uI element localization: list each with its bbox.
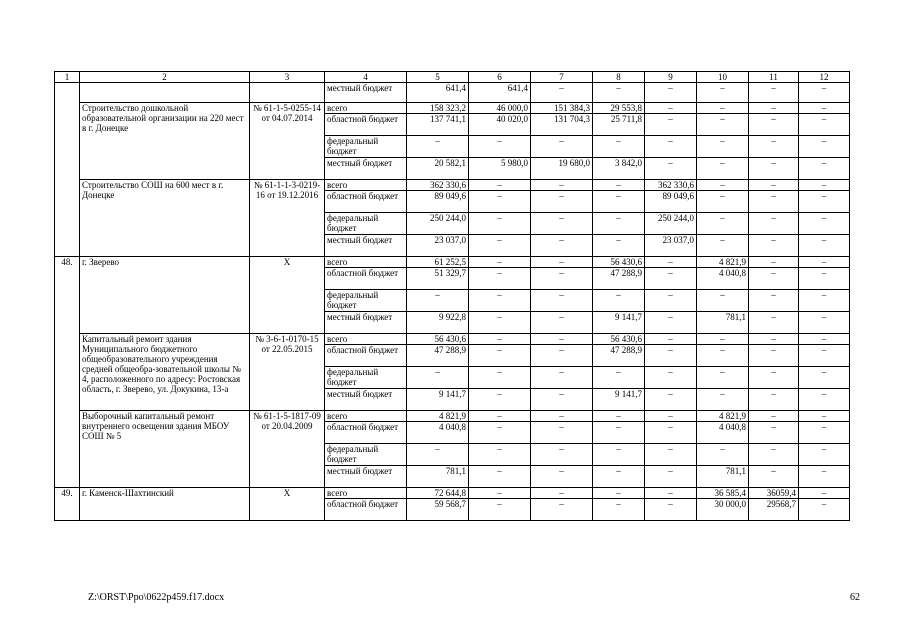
value-cell: – <box>799 213 850 235</box>
object-name-cell: Строительство СОШ на 600 мест в г. Донецке <box>80 180 250 257</box>
value-cell: – <box>697 136 749 158</box>
table-row <box>55 257 850 268</box>
value-cell: 4 821,9 <box>697 257 749 268</box>
value-cell: – <box>531 290 593 312</box>
value-cell: 781,1 <box>697 312 749 334</box>
value-cell: – <box>749 444 799 466</box>
header-cell: 6 <box>469 72 531 83</box>
value-cell: – <box>749 268 799 290</box>
value-cell: – <box>799 499 850 521</box>
value-cell: – <box>697 389 749 411</box>
value-cell: – <box>799 158 850 180</box>
value-cell: 56 430,6 <box>407 334 469 345</box>
value-cell: – <box>799 389 850 411</box>
header-cell: 7 <box>531 72 593 83</box>
value-cell: – <box>469 389 531 411</box>
row-number-cell <box>55 83 80 257</box>
value-cell: – <box>593 180 645 191</box>
value-cell: – <box>531 466 593 488</box>
value-cell: – <box>407 290 469 312</box>
value-cell: – <box>645 136 697 158</box>
table-row <box>55 411 850 422</box>
value-cell: – <box>531 257 593 268</box>
funding-source-cell: областной бюджет <box>325 114 407 136</box>
value-cell: – <box>593 422 645 444</box>
value-cell: 29568,7 <box>749 499 799 521</box>
value-cell: – <box>531 213 593 235</box>
value-cell: – <box>593 367 645 389</box>
header-cell: 2 <box>80 72 250 83</box>
footer-file-path: Z:\ORST\Ppo\0622p459.f17.docx <box>88 592 225 603</box>
object-name-cell <box>80 83 250 103</box>
value-cell: 36 585,4 <box>697 488 749 499</box>
document-cell: № 3-6-1-0170-15 от 22.05.2015 <box>250 334 325 411</box>
header-cell: 4 <box>325 72 407 83</box>
value-cell: 641,4 <box>407 83 469 103</box>
value-cell: – <box>469 257 531 268</box>
value-cell: – <box>407 367 469 389</box>
value-cell: 47 288,9 <box>593 268 645 290</box>
value-cell: – <box>749 422 799 444</box>
value-cell: – <box>749 158 799 180</box>
value-cell: – <box>799 345 850 367</box>
value-cell: – <box>645 103 697 114</box>
value-cell: 9 141,7 <box>593 389 645 411</box>
budget-table <box>54 71 850 521</box>
value-cell: 4 040,8 <box>407 422 469 444</box>
value-cell: – <box>469 411 531 422</box>
value-cell: – <box>645 499 697 521</box>
value-cell: – <box>697 367 749 389</box>
value-cell: – <box>469 444 531 466</box>
value-cell: 23 037,0 <box>645 235 697 257</box>
value-cell: – <box>593 499 645 521</box>
value-cell: – <box>749 312 799 334</box>
value-cell: – <box>799 312 850 334</box>
value-cell: – <box>645 345 697 367</box>
document-cell: Х <box>250 257 325 334</box>
value-cell: – <box>531 345 593 367</box>
value-cell: 30 000,0 <box>697 499 749 521</box>
value-cell: 89 049,6 <box>645 191 697 213</box>
value-cell: 4 821,9 <box>697 411 749 422</box>
funding-source-cell: местный бюджет <box>325 312 407 334</box>
value-cell: – <box>749 367 799 389</box>
value-cell: 641,4 <box>469 83 531 103</box>
value-cell: 5 980,0 <box>469 158 531 180</box>
value-cell: – <box>749 345 799 367</box>
value-cell: – <box>799 180 850 191</box>
value-cell: – <box>799 422 850 444</box>
funding-source-cell: местный бюджет <box>325 83 407 103</box>
value-cell: 781,1 <box>407 466 469 488</box>
value-cell: 40 020,0 <box>469 114 531 136</box>
value-cell: – <box>697 444 749 466</box>
value-cell: – <box>799 367 850 389</box>
value-cell: – <box>697 180 749 191</box>
value-cell: – <box>531 411 593 422</box>
header-cell: 11 <box>749 72 799 83</box>
document-cell: № 61-1-5-1817-09 от 20.04.2009 <box>250 411 325 488</box>
value-cell: 29 553,8 <box>593 103 645 114</box>
value-cell: – <box>749 180 799 191</box>
value-cell: – <box>799 268 850 290</box>
value-cell: – <box>469 312 531 334</box>
value-cell: 56 430,6 <box>593 257 645 268</box>
value-cell: 36059,4 <box>749 488 799 499</box>
value-cell: – <box>749 83 799 103</box>
document-cell: № 61-1-1-3-0219-16 от 19.12.2016 <box>250 180 325 257</box>
value-cell: – <box>531 136 593 158</box>
value-cell: – <box>645 290 697 312</box>
funding-source-cell: всего <box>325 334 407 345</box>
value-cell: – <box>749 191 799 213</box>
value-cell: 3 842,0 <box>593 158 645 180</box>
value-cell: – <box>697 213 749 235</box>
value-cell: 46 000,0 <box>469 103 531 114</box>
value-cell: – <box>697 83 749 103</box>
table-row <box>55 488 850 499</box>
value-cell: – <box>531 389 593 411</box>
value-cell: – <box>749 290 799 312</box>
header-cell: 8 <box>593 72 645 83</box>
value-cell: – <box>469 488 531 499</box>
value-cell: – <box>469 290 531 312</box>
value-cell: 4 821,9 <box>407 411 469 422</box>
value-cell: – <box>799 466 850 488</box>
value-cell: 51 329,7 <box>407 268 469 290</box>
value-cell: 250 244,0 <box>407 213 469 235</box>
funding-source-cell: всего <box>325 488 407 499</box>
value-cell: – <box>645 422 697 444</box>
value-cell: – <box>469 345 531 367</box>
value-cell: – <box>645 411 697 422</box>
value-cell: – <box>799 191 850 213</box>
value-cell: 4 040,8 <box>697 268 749 290</box>
value-cell: – <box>531 191 593 213</box>
value-cell: – <box>593 213 645 235</box>
value-cell: – <box>645 466 697 488</box>
value-cell: 89 049,6 <box>407 191 469 213</box>
value-cell: – <box>645 389 697 411</box>
value-cell: 47 288,9 <box>593 345 645 367</box>
value-cell: – <box>469 367 531 389</box>
document-cell <box>250 83 325 103</box>
header-row <box>55 72 850 83</box>
value-cell: – <box>469 213 531 235</box>
value-cell: – <box>645 268 697 290</box>
header-cell: 1 <box>55 72 80 83</box>
value-cell: – <box>469 422 531 444</box>
value-cell: – <box>593 466 645 488</box>
value-cell: 47 288,9 <box>407 345 469 367</box>
value-cell: – <box>799 488 850 499</box>
value-cell: – <box>697 103 749 114</box>
value-cell: – <box>799 334 850 345</box>
value-cell: – <box>799 411 850 422</box>
value-cell: – <box>697 191 749 213</box>
value-cell: – <box>749 411 799 422</box>
table-row <box>55 103 850 114</box>
funding-source-cell: местный бюджет <box>325 158 407 180</box>
header-cell: 9 <box>645 72 697 83</box>
value-cell: 9 141,7 <box>593 312 645 334</box>
funding-source-cell: всего <box>325 180 407 191</box>
value-cell: – <box>749 334 799 345</box>
value-cell: – <box>593 191 645 213</box>
value-cell: 781,1 <box>697 466 749 488</box>
funding-source-cell: областной бюджет <box>325 499 407 521</box>
value-cell: – <box>645 257 697 268</box>
value-cell: – <box>531 312 593 334</box>
value-cell: – <box>799 103 850 114</box>
value-cell: – <box>799 235 850 257</box>
value-cell: 59 568,7 <box>407 499 469 521</box>
value-cell: – <box>645 158 697 180</box>
value-cell: – <box>593 83 645 103</box>
value-cell: 9 922,8 <box>407 312 469 334</box>
funding-source-cell: областной бюджет <box>325 268 407 290</box>
value-cell: – <box>593 444 645 466</box>
value-cell: – <box>593 235 645 257</box>
funding-source-cell: областной бюджет <box>325 345 407 367</box>
funding-source-cell: федеральный бюджет <box>325 444 407 466</box>
value-cell: – <box>593 488 645 499</box>
value-cell: – <box>799 257 850 268</box>
object-name-cell: Выборочный капитальный ремонт внутреннего освещения здания МБОУ СОШ № 5 <box>80 411 250 488</box>
funding-source-cell: всего <box>325 411 407 422</box>
value-cell: – <box>799 136 850 158</box>
value-cell: – <box>749 114 799 136</box>
value-cell: 131 704,3 <box>531 114 593 136</box>
value-cell: 56 430,6 <box>593 334 645 345</box>
value-cell: – <box>749 389 799 411</box>
value-cell: – <box>531 83 593 103</box>
value-cell: – <box>697 114 749 136</box>
document-cell: № 61-1-5-0255-14 от 04.07.2014 <box>250 103 325 180</box>
value-cell: – <box>697 334 749 345</box>
value-cell: 19 680,0 <box>531 158 593 180</box>
value-cell: – <box>749 466 799 488</box>
value-cell: – <box>469 334 531 345</box>
value-cell: – <box>799 444 850 466</box>
table-row <box>55 334 850 345</box>
value-cell: – <box>697 158 749 180</box>
value-cell: 61 252,5 <box>407 257 469 268</box>
value-cell: 137 741,1 <box>407 114 469 136</box>
value-cell: 4 040,8 <box>697 422 749 444</box>
value-cell: – <box>749 257 799 268</box>
value-cell: – <box>697 345 749 367</box>
value-cell: – <box>531 488 593 499</box>
funding-source-cell: федеральный бюджет <box>325 213 407 235</box>
value-cell: – <box>697 290 749 312</box>
value-cell: – <box>531 499 593 521</box>
funding-source-cell: местный бюджет <box>325 389 407 411</box>
value-cell: 250 244,0 <box>645 213 697 235</box>
object-name-cell: Капитальный ремонт здания Муниципального бюджетного общеобразовательного учреждения средней общеобра-зовательной школы № 4, расположенного по адресу: Ростовская область, г. Зверево, ул. Докукина, 13-а <box>80 334 250 411</box>
value-cell: – <box>531 334 593 345</box>
value-cell: – <box>749 213 799 235</box>
value-cell: – <box>799 114 850 136</box>
header-cell: 5 <box>407 72 469 83</box>
header-cell: 3 <box>250 72 325 83</box>
value-cell: – <box>531 367 593 389</box>
value-cell: 72 644,8 <box>407 488 469 499</box>
value-cell: – <box>799 290 850 312</box>
value-cell: – <box>531 235 593 257</box>
value-cell: – <box>469 235 531 257</box>
funding-source-cell: всего <box>325 103 407 114</box>
header-cell: 10 <box>697 72 749 83</box>
funding-source-cell: федеральный бюджет <box>325 290 407 312</box>
table-row <box>55 83 850 103</box>
document-cell: Х <box>250 488 325 521</box>
object-name-cell: г. Зверево <box>80 257 250 334</box>
value-cell: – <box>645 83 697 103</box>
value-cell: – <box>593 411 645 422</box>
value-cell: – <box>799 83 850 103</box>
table-row <box>55 180 850 191</box>
funding-source-cell: всего <box>325 257 407 268</box>
value-cell: – <box>531 268 593 290</box>
value-cell: – <box>593 136 645 158</box>
value-cell: – <box>749 235 799 257</box>
funding-source-cell: областной бюджет <box>325 191 407 213</box>
value-cell: – <box>469 466 531 488</box>
value-cell: – <box>645 488 697 499</box>
value-cell: – <box>531 180 593 191</box>
value-cell: – <box>531 422 593 444</box>
funding-source-cell: федеральный бюджет <box>325 136 407 158</box>
page-number: 62 <box>850 592 860 603</box>
row-number-cell: 49. <box>55 488 80 521</box>
value-cell: – <box>697 235 749 257</box>
value-cell: – <box>749 136 799 158</box>
value-cell: – <box>407 444 469 466</box>
funding-source-cell: федеральный бюджет <box>325 367 407 389</box>
funding-source-cell: областной бюджет <box>325 422 407 444</box>
value-cell: – <box>593 290 645 312</box>
value-cell: – <box>645 334 697 345</box>
value-cell: 158 323,2 <box>407 103 469 114</box>
funding-source-cell: местный бюджет <box>325 235 407 257</box>
value-cell: – <box>469 191 531 213</box>
row-number-cell: 48. <box>55 257 80 488</box>
value-cell: – <box>407 136 469 158</box>
value-cell: 25 711,8 <box>593 114 645 136</box>
value-cell: – <box>645 444 697 466</box>
value-cell: – <box>645 312 697 334</box>
value-cell: – <box>531 444 593 466</box>
object-name-cell: г. Каменск-Шахтинский <box>80 488 250 521</box>
header-cell: 12 <box>799 72 850 83</box>
value-cell: 362 330,6 <box>407 180 469 191</box>
value-cell: – <box>469 180 531 191</box>
funding-source-cell: местный бюджет <box>325 466 407 488</box>
value-cell: – <box>645 114 697 136</box>
value-cell: – <box>645 367 697 389</box>
object-name-cell: Строительство дошкольной образовательной организации на 220 мест в г. Донецке <box>80 103 250 180</box>
value-cell: 362 330,6 <box>645 180 697 191</box>
value-cell: – <box>469 136 531 158</box>
value-cell: – <box>749 103 799 114</box>
value-cell: – <box>469 268 531 290</box>
value-cell: 23 037,0 <box>407 235 469 257</box>
value-cell: 20 582,1 <box>407 158 469 180</box>
value-cell: – <box>469 499 531 521</box>
value-cell: 151 384,3 <box>531 103 593 114</box>
value-cell: 9 141,7 <box>407 389 469 411</box>
